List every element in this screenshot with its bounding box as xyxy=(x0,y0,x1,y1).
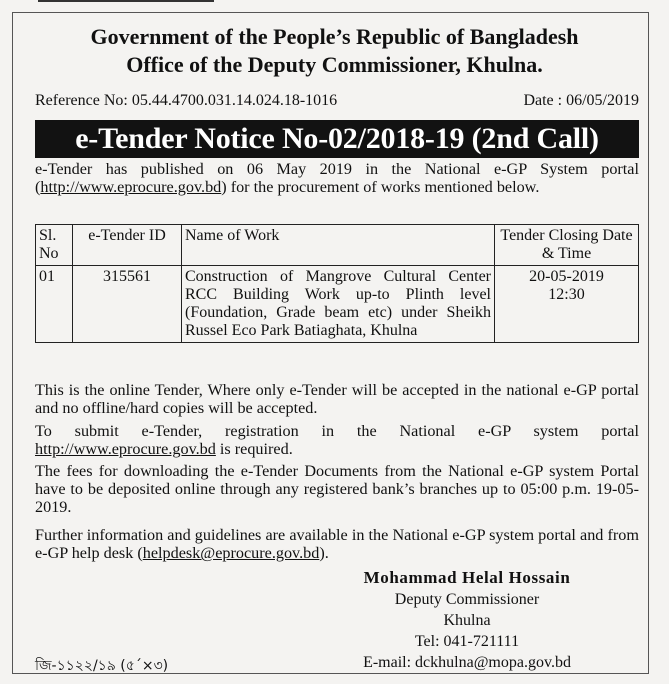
registration-link[interactable]: http://www.eprocure.gov.bd xyxy=(35,440,216,459)
table-header-row xyxy=(36,225,639,266)
signatory-location: Khulna xyxy=(443,612,491,629)
signatory-designation: Deputy Commissioner xyxy=(394,591,540,608)
header-tender-id: e-Tender ID xyxy=(73,225,182,266)
registration-paragraph xyxy=(35,422,639,458)
further-text: Further information and guidelines are available in the National e-GP system portal and from e-GP help desk ( xyxy=(35,526,639,563)
cell-tender-id: 315561 xyxy=(73,266,182,343)
signatory-email: E-mail: dckhulna@mopa.gov.bd xyxy=(363,654,571,671)
further-info-paragraph xyxy=(35,526,639,562)
cell-closing xyxy=(495,266,639,343)
table-row xyxy=(36,266,639,343)
registration-text: To submit e-Tender, registration in the National e-GP system portal xyxy=(35,422,639,440)
signatory-name: Mohammad Helal Hossain xyxy=(363,568,571,587)
govt-title: Government of the People’s Republic of Bangladesh xyxy=(90,24,579,49)
notice-banner: e-Tender Notice No-02/2018-19 (2nd Call) xyxy=(35,120,639,158)
signatory-tel: Tel: 041-721111 xyxy=(414,633,520,650)
eprocure-link[interactable]: http://www.eprocure.gov.bd xyxy=(40,178,222,197)
intro-text: e-Tender has published on 06 May 2019 in the National e-GP System portal ( xyxy=(35,160,639,197)
tender-table xyxy=(35,224,639,343)
registration-suffix: is required. xyxy=(215,440,293,459)
intro-paragraph xyxy=(35,160,639,196)
closing-date: 20-05-2019 xyxy=(529,268,604,285)
intro-suffix: ) for the procurement of works mentioned below. xyxy=(221,178,540,197)
header-closing: Tender Closing Date & Time xyxy=(495,225,639,266)
cell-name-of-work: Construction of Mangrove Cultural Center RCC Building Work up-to Plinth level (Foundation, Grade beam etc) under Sheikh Russel Eco Park Batiaghata, Khulna xyxy=(182,266,495,343)
closing-time: 12:30 xyxy=(548,286,585,303)
header-name-of-work: Name of Work xyxy=(182,225,495,266)
cell-sl: 01 xyxy=(36,266,73,343)
helpdesk-email-link[interactable]: helpdesk@eprocure.gov.bd xyxy=(142,544,320,563)
reference-number: Reference No: 05.44.4700.031.14.024.18-1016 xyxy=(35,92,338,109)
online-only-paragraph: This is the online Tender, Where only e-Tender will be accepted in the national e-GP portal and no offline/hard copies will be accepted. xyxy=(35,381,639,418)
fees-paragraph: The fees for downloading the e-Tender Documents from the National e-GP system Portal have to be deposited online through any registered bank’s branches up to 05:00 p.m. 19-05-2019. xyxy=(35,462,639,517)
gazette-code: জি-১১২২/১৯ (৫´×৩) xyxy=(35,658,169,674)
header-sl: Sl. No xyxy=(36,225,73,266)
office-title: Office of the Deputy Commissioner, Khulna. xyxy=(126,52,543,77)
top-rule xyxy=(38,0,214,2)
further-suffix: ). xyxy=(319,544,329,563)
notice-date: Date : 06/05/2019 xyxy=(523,92,639,109)
